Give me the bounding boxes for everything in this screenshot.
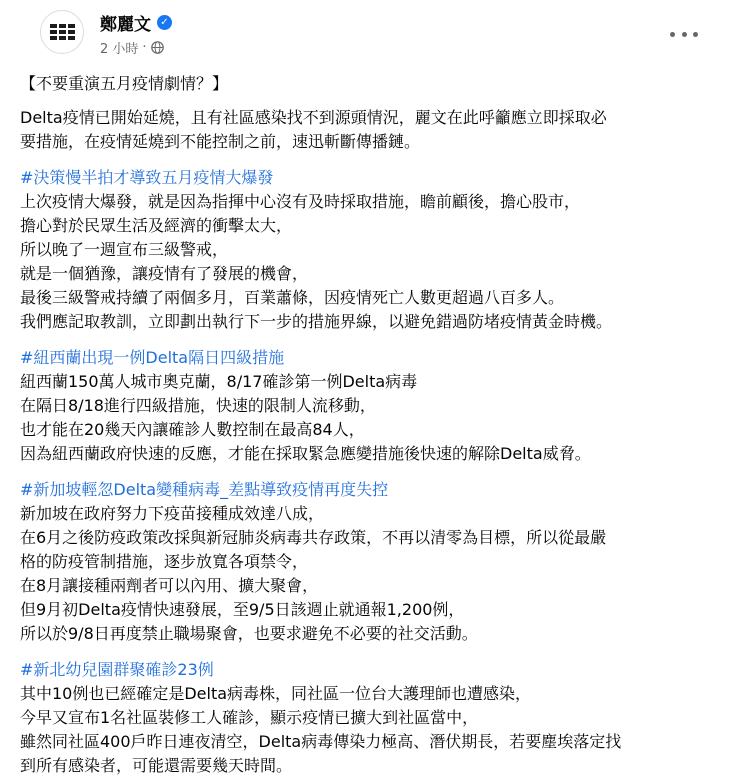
section-line: 但9月初Delta疫情快速發展，至9/5日該週止就通報1,200例， xyxy=(20,600,465,619)
section-2 xyxy=(20,346,716,466)
hashtag-link[interactable]: #新加坡輕忽Delta變種病毒_差點導致疫情再度失控 xyxy=(20,480,389,499)
intro-line: Delta疫情已開始延燒，且有社區感染找不到源頭情況，麗文在此呼籲應立即採取必 xyxy=(20,108,607,127)
section-line: 其中10例也已經確定是Delta病毒株，同社區一位台大護理師也遭感染， xyxy=(20,684,532,703)
section-line: 就是一個猶豫，讓疫情有了發展的機會， xyxy=(20,264,309,283)
post-header xyxy=(20,0,716,72)
section-line: 擔心對於民眾生活及經濟的衝擊太大， xyxy=(20,216,293,235)
section-line: 我們應記取教訓，立即劃出執行下一步的措施界線，以避免錯過防堵疫情黃金時機。 xyxy=(20,312,613,331)
author-avatar[interactable] xyxy=(40,10,84,54)
section-line: 在6月之後防疫政策改採與新冠肺炎病毒共存政策，不再以清零為目標，所以從最嚴 xyxy=(20,528,607,547)
section-line: 格的防疫管制措施，逐步放寬各項禁令， xyxy=(20,552,309,571)
intro-line: 要措施，在疫情延燒到不能控制之前，速迅斬斷傳播鏈。 xyxy=(20,132,421,151)
post-body xyxy=(20,72,716,778)
section-line: 新加坡在政府努力下疫苗接種成效達八成， xyxy=(20,504,325,523)
section-line: 到所有感染者，可能還需要幾天時間。 xyxy=(20,756,293,775)
section-line: 在8月讓接種兩劑者可以內用、擴大聚會， xyxy=(20,576,319,595)
section-line: 今早又宣布1名社區裝修工人確診，顯示疫情已擴大到社區當中， xyxy=(20,708,479,727)
intro-paragraph xyxy=(20,106,716,154)
hashtag-link[interactable]: #新北幼兒園群聚確診23例 xyxy=(20,660,214,679)
section-4 xyxy=(20,658,716,778)
section-line: 也才能在20幾天內讓確診人數控制在最高84人， xyxy=(20,420,365,439)
author-name-row xyxy=(100,10,172,35)
section-line: 上次疫情大爆發，就是因為指揮中心沒有及時採取措施，瞻前顧後，擔心股市， xyxy=(20,192,581,211)
section-1 xyxy=(20,166,716,334)
verified-badge-icon: ✓ xyxy=(157,15,172,30)
section-line: 所以晚了一週宣布三級警戒， xyxy=(20,240,229,259)
hashtag-link[interactable]: #紐西蘭出現一例Delta隔日四級措施 xyxy=(20,348,285,367)
post-title: 【不要重演五月疫情劇情？】 xyxy=(20,74,229,93)
post-timestamp[interactable]: 2 小時 xyxy=(100,42,139,57)
hashtag-link[interactable]: #決策慢半拍才導致五月疫情大爆發 xyxy=(20,168,274,187)
section-line: 紐西蘭150萬人城市奧克蘭，8/17確診第一例Delta病毒 xyxy=(20,372,418,391)
author-name[interactable]: 鄭麗文 xyxy=(100,15,151,35)
section-line: 雖然同社區400戶昨日連夜清空，Delta病毒傳染力極高、潛伏期長，若要塵埃落定找 xyxy=(20,732,622,751)
section-line: 所以於9/8日再度禁止職場聚會，也要求避免不必要的社交活動。 xyxy=(20,624,478,643)
avatar-logo-icon xyxy=(50,24,75,40)
meta-separator: · xyxy=(142,40,147,55)
section-3 xyxy=(20,478,716,646)
section-line: 最後三級警戒持續了兩個多月，百業蕭條，因疫情死亡人數更超過八百多人。 xyxy=(20,288,565,307)
globe-icon[interactable] xyxy=(151,41,164,54)
post-meta xyxy=(100,38,164,57)
section-line: 因為紐西蘭政府快速的反應，才能在採取緊急應變措施後快速的解除Delta威脅。 xyxy=(20,444,591,463)
more-options-icon[interactable] xyxy=(670,26,698,42)
section-line: 在隔日8/18進行四級措施，快速的限制人流移動， xyxy=(20,396,376,415)
